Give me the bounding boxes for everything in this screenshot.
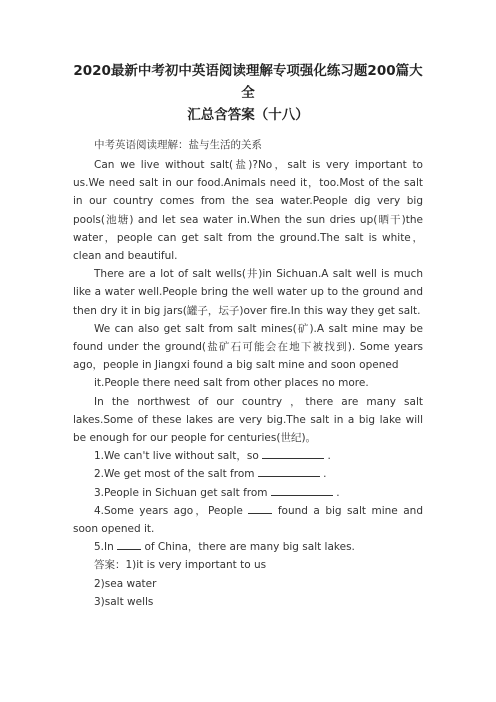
answer-2: 2)sea water bbox=[94, 577, 157, 590]
paragraph-3: We can also get salt from salt mines(矿).A salt mine may be found under the ground(盐矿石可能会在地下被找到). Some years ago，people in Jiangxi found a big salt mine and soon opened bbox=[73, 322, 423, 372]
answers-label: 答案： bbox=[94, 559, 126, 572]
document-title bbox=[73, 60, 423, 126]
paragraph-4: In the northwest of our country ，there are many salt lakes.Some of these lakes are very big.The salt in a big lake will be enough for our people for centuries(世纪)。 bbox=[73, 395, 423, 445]
question-5-text: 5.In bbox=[94, 541, 118, 554]
title-line-1: 2020最新中考初中英语阅读理解专项强化练习题200篇大全 bbox=[73, 63, 423, 101]
section-heading: 中考英语阅读理解：盐与生活的关系 bbox=[94, 139, 262, 151]
answer-3: 3)salt wells bbox=[94, 595, 154, 608]
question-2-end: . bbox=[319, 468, 327, 481]
question-1 bbox=[73, 447, 423, 465]
question-4-end: found a big salt mine and soon opened it. bbox=[73, 504, 423, 536]
question-3 bbox=[73, 484, 423, 502]
answer-1-text: 1)it is very important to us bbox=[125, 559, 267, 572]
paragraph-1: Can we live without salt(盐)?No，salt is very important to us.We need salt in our food.Animals need it，too.Most of the salt in our country comes from the sea water.People dig very big pools(池塘) and let sea water in.When the sun dries up(晒干)the water，people can get salt from the ground.The salt is white，clean and beautiful. bbox=[73, 159, 423, 263]
question-2 bbox=[73, 465, 423, 483]
question-5 bbox=[73, 538, 423, 556]
paragraph-2: There are a lot of salt wells(井)in Sichuan.A salt well is much like a water well.People bring the well water up to the ground and then dry it in big jars(罐子，坛子)over fire.In this way they get salt. bbox=[73, 268, 423, 317]
question-4-blank bbox=[248, 503, 272, 514]
answer-1 bbox=[73, 556, 423, 574]
question-1-text: 1.We can't live without salt，so bbox=[94, 450, 263, 463]
question-3-text: 3.People in Sichuan get salt from bbox=[94, 486, 271, 499]
question-5-blank bbox=[117, 539, 141, 550]
question-1-end: . bbox=[324, 450, 331, 463]
question-3-end: . bbox=[332, 486, 340, 499]
question-4 bbox=[73, 502, 423, 538]
paragraph-3-continued: it.People there need salt from other places no more. bbox=[94, 377, 369, 390]
question-4-text: 4.Some years ago，People bbox=[94, 504, 249, 517]
title-line-2: 汇总含答案（十八） bbox=[187, 107, 309, 123]
question-1-blank bbox=[262, 448, 324, 459]
question-2-text: 2.We get most of the salt from bbox=[94, 468, 258, 481]
question-2-blank bbox=[258, 466, 320, 477]
question-3-blank bbox=[271, 485, 333, 496]
question-5-end: of China，there are many big salt lakes. bbox=[141, 541, 355, 554]
